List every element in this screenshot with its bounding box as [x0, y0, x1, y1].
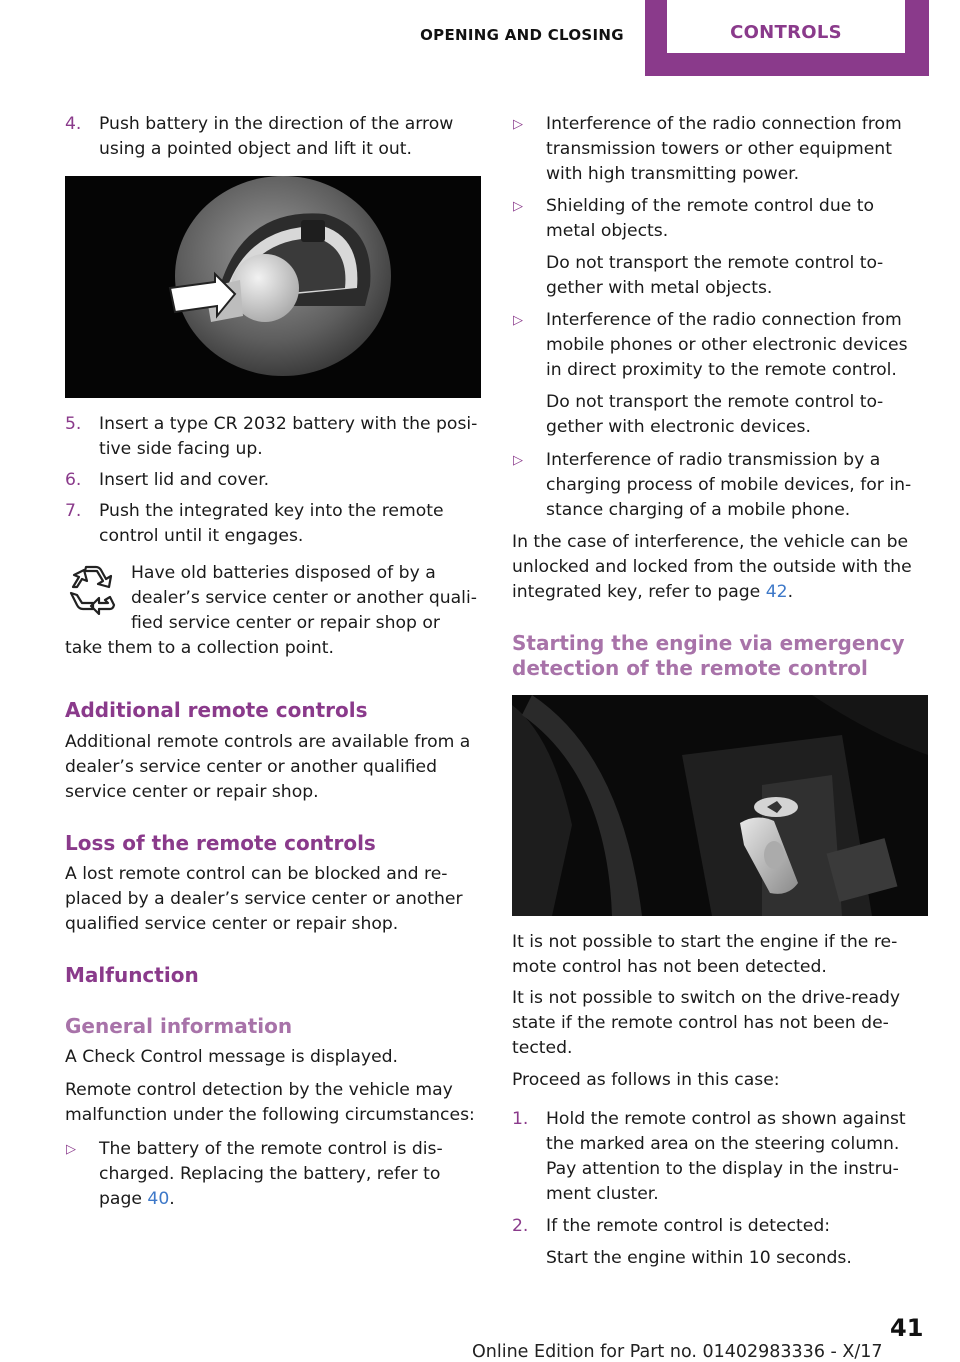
note-text: take them to a collection point. [65, 638, 334, 658]
additional-paragraph [65, 730, 470, 805]
bullet-text-suffix: . [169, 1189, 175, 1209]
bullet-text: transmission towers or other equipment [546, 139, 892, 159]
note-text: dealer’s service center or another quali‐ [131, 588, 477, 608]
bullet-battery-discharged [65, 1137, 443, 1212]
para-line: A Check Control message is displayed. [65, 1047, 399, 1067]
bullet-text: Interference of radio transmission by a [546, 450, 881, 470]
note-text: Have old batteries disposed of by a [131, 563, 436, 583]
heading-line: detection of the remote control [512, 656, 868, 680]
steering-column-illustration [512, 695, 928, 916]
step-text: the marked area on the steering column. [546, 1134, 900, 1154]
page-number: 41 [890, 1314, 924, 1342]
bullet-marker: ▷ [513, 453, 523, 468]
bullet-text: mobile phones or other electronic devices [546, 335, 908, 355]
battery-removal-illustration [65, 176, 481, 398]
bullet-marker: ▷ [513, 117, 523, 132]
step-text: Insert lid and cover. [99, 470, 270, 490]
recycle-icon [65, 565, 125, 620]
bullet-text: stance charging of a mobile phone. [546, 500, 851, 520]
step-text: Insert a type CR 2032 battery with the posi‐ [99, 414, 478, 434]
para-line: placed by a dealer’s service center or another [65, 889, 463, 909]
bullet-text-prefix: page [99, 1189, 148, 1209]
step-number: 7. [65, 501, 82, 521]
bullet-marker: ▷ [513, 199, 523, 214]
note-text: fied service center or repair shop or [131, 613, 440, 633]
chapter-tab-label: CONTROLS [667, 0, 905, 53]
para-line: tected. [512, 1038, 573, 1058]
bullet-shielding [512, 194, 883, 301]
para-line: A lost remote control can be blocked and re‐ [65, 864, 448, 884]
recycle-note-top [131, 561, 477, 636]
para-line-prefix: integrated key, refer to page [512, 582, 766, 602]
para-line: dealer’s service center or another qualified [65, 757, 438, 777]
bullet-text: The battery of the remote control is dis‐ [99, 1139, 443, 1159]
loss-paragraph [65, 862, 463, 937]
bullet-text: charged. Replacing the battery, refer to [99, 1164, 441, 1184]
battery-removal-figure [65, 176, 481, 398]
bullet-transmission-towers [512, 112, 902, 187]
section-heading-malfunction: Malfunction [65, 963, 199, 987]
bullet-charging [512, 448, 911, 523]
para-line: It is not possible to start the engine if the re‐ [512, 932, 898, 952]
paragraph-drive-ready [512, 986, 900, 1061]
page-link-40[interactable]: 40 [147, 1189, 170, 1209]
para-line: service center or repair shop. [65, 782, 319, 802]
step-number: 4. [65, 114, 82, 134]
bullet-note: Do not transport the remote control to‐ [546, 253, 884, 273]
subheading-general-information: General information [65, 1014, 293, 1038]
para-line: malfunction under the following circumstances: [65, 1105, 475, 1125]
bullet-text: Interference of the radio connection from [546, 114, 902, 134]
bullet-marker: ▷ [66, 1142, 76, 1157]
step-text: Hold the remote control as shown against [546, 1109, 906, 1129]
interference-paragraph [512, 530, 912, 605]
step-5 [65, 412, 477, 462]
step-text: ment cluster. [546, 1184, 659, 1204]
bullet-mobile-phones [512, 308, 908, 440]
para-line: qualified service center or repair shop. [65, 914, 399, 934]
step-text: using a pointed object and lift it out. [99, 139, 412, 159]
section-heading-additional: Additional remote controls [65, 698, 368, 722]
para-line: It is not possible to switch on the drive-ready [512, 988, 901, 1008]
heading-line: Starting the engine via emergency [512, 631, 905, 655]
step-text: control until it engages. [99, 526, 304, 546]
footer-edition: Online Edition for Part no. 01402983336 - X/17 [472, 1342, 883, 1362]
step-text: Push the integrated key into the remote [99, 501, 444, 521]
step-text: Push battery in the direction of the arrow [99, 114, 454, 134]
bullet-note: gether with metal objects. [546, 278, 773, 298]
bullet-text: charging process of mobile devices, for in‐ [546, 475, 912, 495]
bullet-text: with high transmitting power. [546, 164, 800, 184]
para-line: Remote control detection by the vehicle may [65, 1080, 453, 1100]
step-7 [65, 499, 444, 549]
para-line [512, 580, 912, 605]
para-line: mote control has not been detected. [512, 957, 827, 977]
step-number: 2. [512, 1216, 529, 1236]
step-4 [65, 112, 453, 162]
bullet-text: metal objects. [546, 221, 669, 241]
para-line: In the case of interference, the vehicle can be [512, 532, 909, 552]
step-text: If the remote control is detected: [546, 1216, 831, 1236]
step-note: Start the engine within 10 seconds. [546, 1248, 852, 1268]
step-6 [65, 468, 269, 493]
step-1 [512, 1107, 906, 1207]
bullet-marker: ▷ [513, 313, 523, 328]
section-heading-emergency-start [512, 631, 905, 681]
step-text: Pay attention to the display in the instru‐ [546, 1159, 899, 1179]
para-line: state if the remote control has not been de‐ [512, 1013, 889, 1033]
general-paragraph [65, 1045, 475, 1128]
steering-column-figure [512, 695, 928, 916]
paragraph-engine-start [512, 930, 897, 980]
step-number: 1. [512, 1109, 529, 1129]
bullet-text [99, 1187, 443, 1212]
bullet-note: Do not transport the remote control to‐ [546, 392, 884, 412]
step-number: 5. [65, 414, 82, 434]
paragraph-proceed: Proceed as follows in this case: [512, 1070, 780, 1090]
para-line: unlocked and locked from the outside with the [512, 557, 912, 577]
para-line-suffix: . [787, 582, 794, 602]
bullet-text: in direct proximity to the remote control. [546, 360, 897, 380]
bullet-text: Interference of the radio connection from [546, 310, 902, 330]
bullet-note: gether with electronic devices. [546, 417, 811, 437]
step-2 [512, 1214, 852, 1271]
running-header-section: OPENING AND CLOSING [420, 26, 624, 44]
step-text: tive side facing up. [99, 439, 263, 459]
bullet-text: Shielding of the remote control due to [546, 196, 875, 216]
para-line: Additional remote controls are available from a [65, 732, 471, 752]
section-heading-loss: Loss of the remote controls [65, 831, 376, 855]
page-link-42[interactable]: 42 [765, 582, 788, 602]
step-number: 6. [65, 470, 82, 490]
